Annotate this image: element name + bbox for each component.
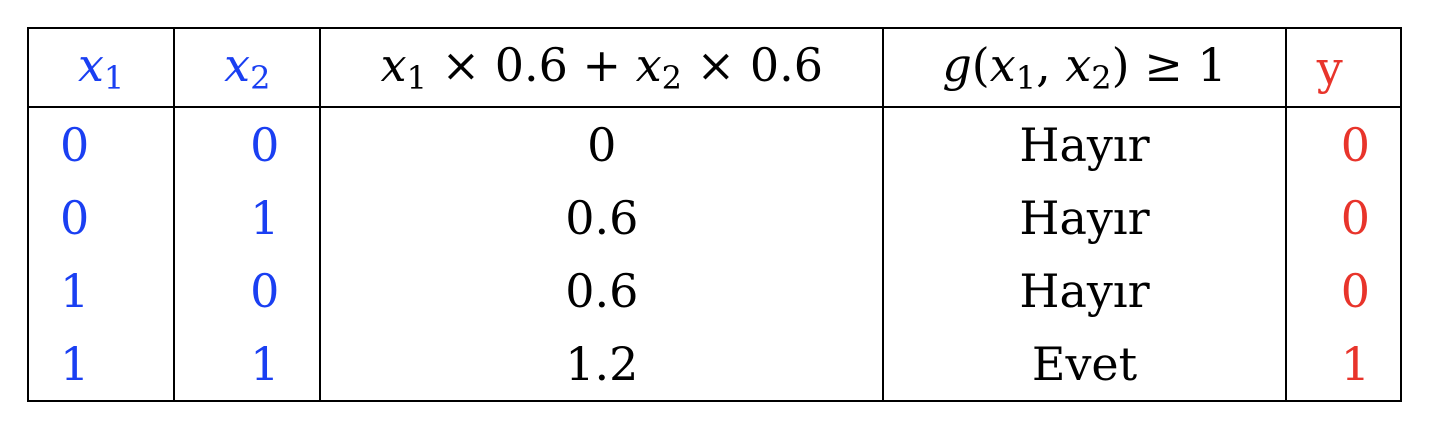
cell-x2: 1 bbox=[174, 327, 320, 401]
table-row bbox=[28, 254, 1401, 327]
cell-x2: 0 bbox=[174, 254, 320, 327]
header-x1: $x_1$ bbox=[28, 28, 174, 107]
cell-weighted-sum: 1.2 bbox=[320, 327, 883, 401]
truth-table bbox=[27, 27, 1402, 402]
cell-weighted-sum: 0.6 bbox=[320, 254, 883, 327]
cell-weighted-sum: 0.6 bbox=[320, 181, 883, 254]
cell-y: 0 bbox=[1286, 254, 1401, 327]
cell-weighted-sum: 0 bbox=[320, 107, 883, 181]
header-x2: $x_2$ bbox=[174, 28, 320, 107]
cell-condition: Hayır bbox=[883, 254, 1286, 327]
cell-y: 1 bbox=[1286, 327, 1401, 401]
cell-condition: Evet bbox=[883, 327, 1286, 401]
header-condition: $g(x_1$, $x_2) \ge 1$ bbox=[883, 28, 1286, 107]
cell-x1: 1 bbox=[60, 263, 90, 318]
header-y: y bbox=[1286, 28, 1401, 107]
cell-x2: 0 bbox=[174, 107, 320, 181]
cell-x2: 1 bbox=[174, 181, 320, 254]
header-row bbox=[28, 28, 1401, 107]
cell-x1: 1 bbox=[60, 336, 90, 391]
cell-y: 0 bbox=[1286, 181, 1401, 254]
header-weighted-sum: $x_1 \times 0.6 + x_2 \times 0.6$ bbox=[320, 28, 883, 107]
cell-condition: Hayır bbox=[883, 107, 1286, 181]
table-row bbox=[28, 107, 1401, 181]
cell-x1: 0 bbox=[60, 190, 90, 245]
table-row bbox=[28, 181, 1401, 254]
table-row bbox=[28, 327, 1401, 401]
cell-y: 0 bbox=[1286, 107, 1401, 181]
cell-condition: Hayır bbox=[883, 181, 1286, 254]
cell-x1: 0 bbox=[60, 117, 90, 172]
